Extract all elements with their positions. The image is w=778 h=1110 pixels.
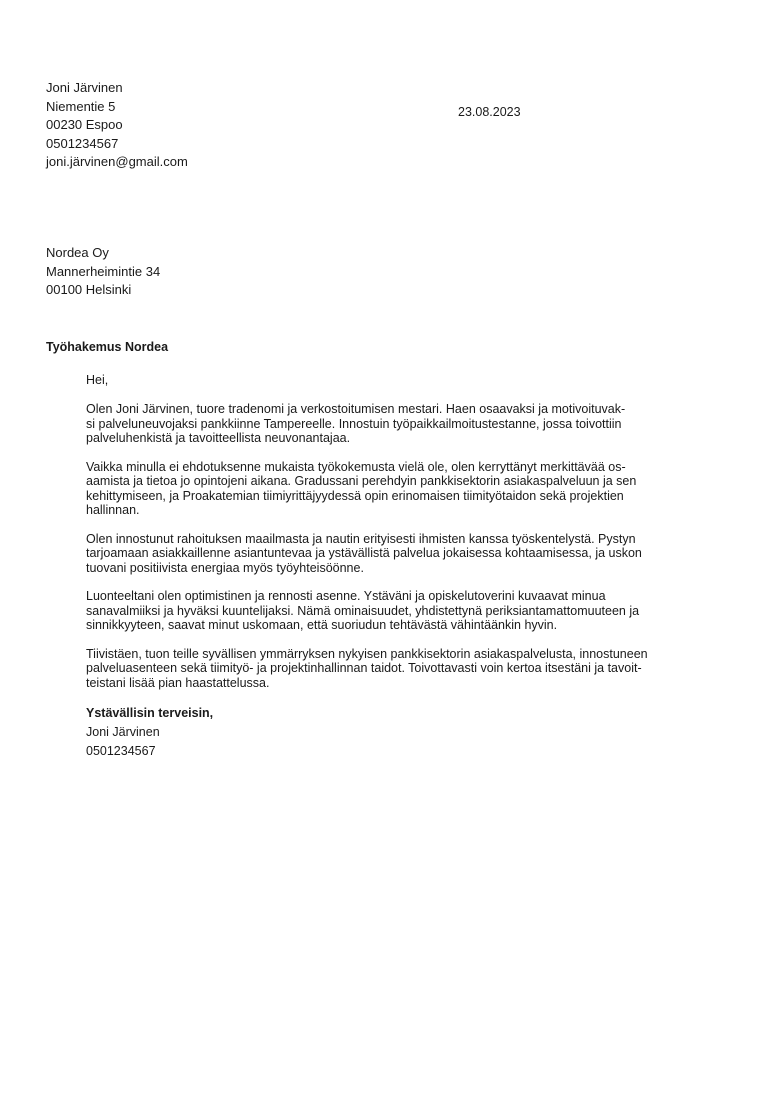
paragraph-line: palveluhenkistä ja tavoitteellista neuvonantajaa. [86,431,351,445]
letter-date: 23.08.2023 [458,105,521,119]
closing-name: Joni Järvinen [86,725,160,739]
paragraph [86,532,716,576]
paragraph [86,589,716,633]
sender-name: Joni Järvinen [46,80,123,95]
sender-city: 00230 Espoo [46,117,123,132]
closing-salutation: Ystävällisin terveisin, [86,706,214,720]
closing-phone: 0501234567 [86,744,156,758]
paragraph [86,402,716,446]
paragraph [86,460,716,518]
paragraph-line: Olen innostunut rahoituksen maailmasta ja nautin erityisesti ihmisten kanssa työskentelystä. Pystyn [86,531,636,546]
paragraph-line: si palveluneuvojaksi pankkiinne Tampereelle. Innostuin työpaikkailmoitustestanne, jossa toivottiin [86,416,622,431]
greeting: Hei, [86,373,109,387]
recipient-city: 00100 Helsinki [46,282,132,297]
paragraph-line: hallinnan. [86,503,140,517]
paragraph [86,647,716,691]
letter-body [86,372,716,761]
sender-email: joni.järvinen@gmail.com [46,154,188,169]
sender-address-block [46,79,188,172]
paragraph-line: Vaikka minulla ei ehdotuksenne mukaista työkokemusta vielä ole, olen kerryttänyt merkittävää os- [86,459,626,474]
paragraph-line: Luonteeltani olen optimistinen ja rennosti asenne. Ystäväni ja opiskelutoverini kuvaavat minua [86,589,606,603]
recipient-address-block [46,244,160,300]
paragraph-line: teistani lisää pian haastattelussa. [86,675,270,690]
paragraph-line: sinnikkyyteen, saavat minut uskomaan, että suoriudun tehtävästä vähintäänkin hyvin. [86,618,558,632]
paragraph-line: kehittymiseen, ja Proakatemian tiimiyrittäjyydessä opin erinomaisen tiimityötaidon sekä projektien [86,488,624,503]
paragraph-line: Tiivistäen, tuon teille syvällisen ymmärryksen nykyisen pankkisektorin asiakaspalvelusta, innostuneen [86,646,648,661]
letter-subject: Työhakemus Nordea [46,340,169,354]
paragraph-line: aamista ja tietoa jo opintojeni aikana. Gradussani perehdyin pankkisektorin asiakaspalveluun ja sen [86,474,637,488]
paragraph-line: sanavalmiiksi ja hyväksi kuuntelijaksi. Nämä ominaisuudet, yhdistettynä periksiantamattomuuteen ja [86,603,640,618]
paragraph-line: Olen Joni Järvinen, tuore tradenomi ja verkostoitumisen mestari. Haen osaavaksi ja motivoituvak- [86,402,626,416]
recipient-street: Mannerheimintie 34 [46,263,161,279]
sender-phone: 0501234567 [46,135,119,151]
paragraph-line: tarjoamaan asiakkaillenne asiantuntevaa ja ystävällistä palvelua jokaisessa kohtaamisessa, ja uskon [86,546,642,560]
recipient-company: Nordea Oy [46,245,109,260]
closing-block [86,704,716,761]
paragraph-line: palveluasenteen sekä tiimityö- ja projektinhallinnan taidot. Toivottavasti voin kertoa itsestäni ja tavoit- [86,661,642,675]
paragraph-line: tuovani positiivista energiaa myös työyhteisöönne. [86,560,364,575]
sender-street: Niementie 5 [46,98,116,114]
